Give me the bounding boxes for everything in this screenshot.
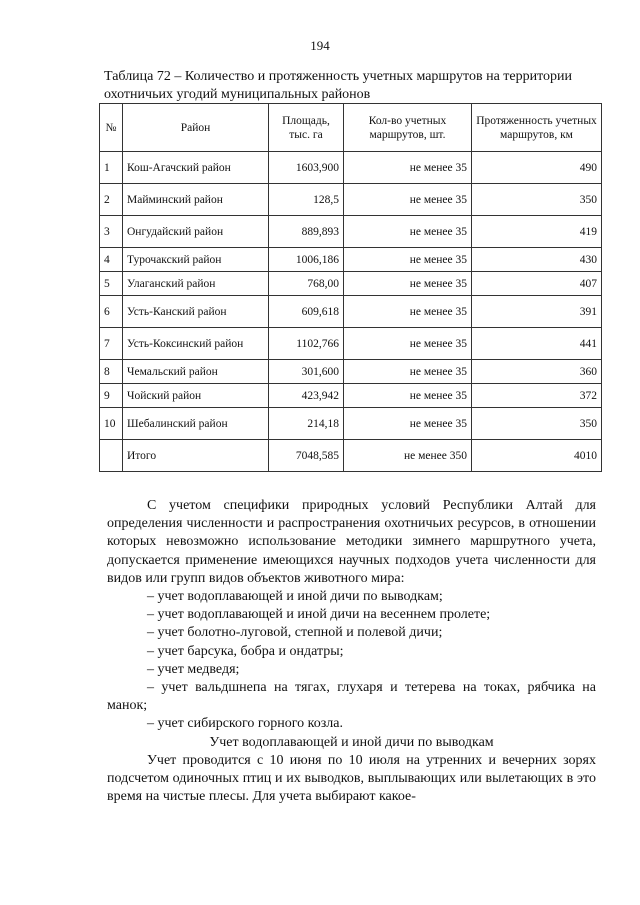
method-list-item: – учет вальдшнепа на тягах, глухаря и тетерева на токах, рябчика на манок; xyxy=(107,680,596,714)
row-number: 5 xyxy=(100,272,123,296)
row-area: 1102,766 xyxy=(269,328,344,360)
row-number: 1 xyxy=(100,152,123,184)
row-area: 128,5 xyxy=(269,184,344,216)
row-routes: не менее 35 xyxy=(344,184,472,216)
header-routes: Кол-во учетных маршрутов, шт. xyxy=(344,104,472,152)
row-number: 2 xyxy=(100,184,123,216)
row-routes: не менее 35 xyxy=(344,296,472,328)
row-number: 8 xyxy=(100,360,123,384)
row-area: 1006,186 xyxy=(269,248,344,272)
row-length: 419 xyxy=(472,216,602,248)
table-row xyxy=(100,360,602,384)
row-length: 391 xyxy=(472,296,602,328)
method-list-item: – учет водоплавающей и иной дичи по выводкам; xyxy=(147,589,443,605)
row-district: Онгудайский район xyxy=(123,216,269,248)
row-length: 360 xyxy=(472,360,602,384)
row-district: Шебалинский район xyxy=(123,408,269,440)
row-length: 430 xyxy=(472,248,602,272)
method-list-item: – учет барсука, бобра и ондатры; xyxy=(147,643,344,659)
row-routes: не менее 35 xyxy=(344,384,472,408)
row-routes: не менее 35 xyxy=(344,408,472,440)
section-heading: Учет водоплавающей и иной дичи по выводкам xyxy=(209,734,494,750)
method-list-item: – учет водоплавающей и иной дичи на весеннем пролете; xyxy=(147,607,491,623)
row-area: 214,18 xyxy=(269,408,344,440)
row-area: 1603,900 xyxy=(269,152,344,184)
row-routes: не менее 35 xyxy=(344,152,472,184)
row-length: 350 xyxy=(472,408,602,440)
table-row xyxy=(100,184,602,216)
row-length: 441 xyxy=(472,328,602,360)
routes-table xyxy=(99,103,602,472)
total-length: 4010 xyxy=(472,440,602,472)
row-area: 301,600 xyxy=(269,360,344,384)
table-row xyxy=(100,248,602,272)
header-number: № xyxy=(100,104,123,152)
table-row xyxy=(100,408,602,440)
intro-paragraph: С учетом специфики природных условий Республики Алтай для определения численности и распространения охотничьих ресурсов, в отношении которых невозможно использование методики зимнего маршрутного учета, допускается применение имеющихся научных подходов учета численности для видов или групп видов объектов животного мира: xyxy=(107,498,596,586)
body-text xyxy=(107,497,596,806)
method-list-item: – учет болотно-луговой, степной и полевой дичи; xyxy=(147,625,443,641)
row-length: 407 xyxy=(472,272,602,296)
table-row xyxy=(100,216,602,248)
row-length: 490 xyxy=(472,152,602,184)
row-routes: не менее 35 xyxy=(344,328,472,360)
row-district: Усть-Коксинский район xyxy=(123,328,269,360)
row-district: Чойский район xyxy=(123,384,269,408)
table-row xyxy=(100,328,602,360)
row-length: 350 xyxy=(472,184,602,216)
row-number: 6 xyxy=(100,296,123,328)
header-district: Район xyxy=(123,104,269,152)
row-area: 889,893 xyxy=(269,216,344,248)
table-header-row xyxy=(100,104,602,152)
row-area: 609,618 xyxy=(269,296,344,328)
row-district: Турочакский район xyxy=(123,248,269,272)
row-number: 9 xyxy=(100,384,123,408)
method-list-item: – учет сибирского горного козла. xyxy=(147,716,343,732)
row-length: 372 xyxy=(472,384,602,408)
row-district: Усть-Канский район xyxy=(123,296,269,328)
row-district: Улаганский район xyxy=(123,272,269,296)
table-total-row xyxy=(100,440,602,472)
header-area: Площадь, тыс. га xyxy=(269,104,344,152)
section-paragraph: Учет проводится с 10 июня по 10 июля на утренних и вечерних зорях подсчетом одиночных птиц и их выводков, выплывающих или вылетающих в это время на чистые плесы. Для учета выбирают какое- xyxy=(107,752,596,805)
row-routes: не менее 35 xyxy=(344,272,472,296)
row-routes: не менее 35 xyxy=(344,216,472,248)
row-area: 768,00 xyxy=(269,272,344,296)
method-list-item: – учет медведя; xyxy=(147,661,240,677)
table-row xyxy=(100,296,602,328)
table-row xyxy=(100,384,602,408)
row-district: Майминский район xyxy=(123,184,269,216)
row-number: 10 xyxy=(100,408,123,440)
row-routes: не менее 35 xyxy=(344,248,472,272)
row-district: Чемальский район xyxy=(123,360,269,384)
header-length: Протяженность учетных маршрутов, км xyxy=(472,104,602,152)
total-label: Итого xyxy=(123,440,269,472)
table-row xyxy=(100,152,602,184)
total-area: 7048,585 xyxy=(269,440,344,472)
row-area: 423,942 xyxy=(269,384,344,408)
row-number: 7 xyxy=(100,328,123,360)
row-district: Кош-Агачский район xyxy=(123,152,269,184)
row-routes: не менее 35 xyxy=(344,360,472,384)
total-number-cell xyxy=(100,440,123,472)
page-number: 194 xyxy=(310,38,330,53)
total-routes: не менее 350 xyxy=(344,440,472,472)
table-caption: Таблица 72 – Количество и протяженность учетных маршрутов на территории охотничьих угодий муниципальных районов xyxy=(104,69,573,102)
row-number: 3 xyxy=(100,216,123,248)
table-row xyxy=(100,272,602,296)
row-number: 4 xyxy=(100,248,123,272)
